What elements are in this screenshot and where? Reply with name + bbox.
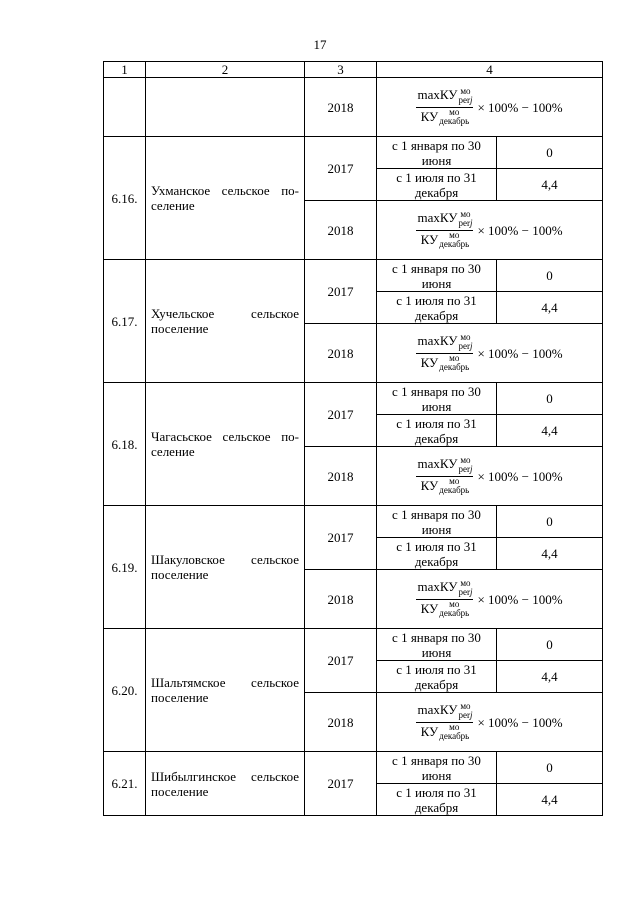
table-body — [104, 62, 603, 816]
period-cell: с 1 января по 30 июня — [377, 137, 497, 169]
header-col-1: 1 — [104, 62, 146, 78]
year-cell: 2017 — [305, 137, 377, 201]
formula-numerator: maxКУ мо perj — [416, 210, 473, 230]
header-col-4: 4 — [377, 62, 603, 78]
formula-cell — [377, 693, 603, 752]
value-cell: 0 — [497, 383, 603, 415]
row-number: 6.19. — [104, 506, 146, 629]
period-cell: с 1 июля по 31 декабря — [377, 784, 497, 816]
formula-tail: × 100% − 100% — [477, 468, 563, 484]
increase-formula — [416, 87, 562, 126]
continuation-row — [104, 78, 603, 137]
year-cell: 2017 — [305, 629, 377, 693]
formula-numerator: maxКУ мо perj — [416, 333, 473, 353]
formula-cell — [377, 447, 603, 506]
settlement-name: Ухманское сельское по-селение — [151, 183, 299, 213]
formula-fraction — [416, 210, 473, 249]
formula-tail: × 100% − 100% — [477, 591, 563, 607]
period-cell: с 1 июля по 31 декабря — [377, 169, 497, 201]
table-row — [104, 260, 603, 292]
formula-fraction — [416, 333, 473, 372]
value-cell: 4,4 — [497, 415, 603, 447]
formula-cell — [377, 78, 603, 137]
table-row — [104, 383, 603, 415]
period-cell: с 1 января по 30 июня — [377, 260, 497, 292]
value-cell: 4,4 — [497, 169, 603, 201]
period-cell: с 1 июля по 31 декабря — [377, 661, 497, 693]
table-row — [104, 629, 603, 661]
formula-cell — [377, 201, 603, 260]
settlement-name-cell — [146, 260, 305, 383]
period-cell: с 1 января по 30 июня — [377, 752, 497, 784]
formula-denominator: КУ мо декабрь — [420, 598, 470, 618]
formula-fraction — [416, 702, 473, 741]
table-row — [104, 506, 603, 538]
formula-cell — [377, 324, 603, 383]
formula-cell — [377, 570, 603, 629]
settlement-name-cell — [146, 383, 305, 506]
formula-numerator: maxКУ мо perj — [416, 702, 473, 722]
value-cell: 0 — [497, 506, 603, 538]
increase-formula — [416, 210, 562, 249]
settlement-name: Шальтямское сельское поселение — [151, 675, 299, 705]
formula-fraction — [416, 87, 473, 126]
period-cell: с 1 июля по 31 декабря — [377, 292, 497, 324]
formula-fraction — [416, 456, 473, 495]
value-cell: 4,4 — [497, 784, 603, 816]
value-cell: 4,4 — [497, 538, 603, 570]
continuation-name-cell — [146, 78, 305, 137]
formula-fraction — [416, 579, 473, 618]
year-cell: 2018 — [305, 78, 377, 137]
formula-denominator: КУ мо декабрь — [420, 721, 470, 741]
formula-denominator: КУ мо декабрь — [420, 229, 470, 249]
formula-denominator: КУ мо декабрь — [420, 106, 470, 126]
row-number: 6.16. — [104, 137, 146, 260]
page-number: 17 — [313, 37, 327, 52]
settlement-name-cell — [146, 506, 305, 629]
year-cell: 2018 — [305, 324, 377, 383]
year-cell: 2018 — [305, 447, 377, 506]
value-cell: 4,4 — [497, 661, 603, 693]
value-cell: 0 — [497, 260, 603, 292]
table-row — [104, 752, 603, 784]
formula-numerator: maxКУ мо perj — [416, 579, 473, 599]
year-cell: 2017 — [305, 752, 377, 816]
formula-numerator: maxКУ мо perj — [416, 456, 473, 476]
formula-tail: × 100% − 100% — [477, 99, 563, 115]
value-cell: 4,4 — [497, 292, 603, 324]
formula-tail: × 100% − 100% — [477, 345, 563, 361]
formula-tail: × 100% − 100% — [477, 222, 563, 238]
header-col-2: 2 — [146, 62, 305, 78]
row-number: 6.20. — [104, 629, 146, 752]
table-row — [104, 137, 603, 169]
year-cell: 2017 — [305, 506, 377, 570]
settlement-name-cell — [146, 629, 305, 752]
value-cell: 0 — [497, 137, 603, 169]
period-cell: с 1 января по 30 июня — [377, 629, 497, 661]
increase-formula — [416, 579, 562, 618]
formula-tail: × 100% − 100% — [477, 714, 563, 730]
header-col-3: 3 — [305, 62, 377, 78]
increase-formula — [416, 456, 562, 495]
value-cell: 0 — [497, 752, 603, 784]
settlement-name: Хучельское сельское поселение — [151, 306, 299, 336]
period-cell: с 1 июля по 31 декабря — [377, 538, 497, 570]
year-cell: 2018 — [305, 570, 377, 629]
settlement-name: Шакуловское сельское поселение — [151, 552, 299, 582]
period-cell: с 1 января по 30 июня — [377, 383, 497, 415]
formula-numerator: maxКУ мо perj — [416, 87, 473, 107]
tariff-table — [103, 61, 603, 816]
year-cell: 2018 — [305, 201, 377, 260]
settlement-name: Шибылгинское сельское поселение — [151, 768, 299, 799]
value-cell: 0 — [497, 629, 603, 661]
settlement-name: Чагасьское сельское по-селение — [151, 429, 299, 459]
row-number: 6.18. — [104, 383, 146, 506]
continuation-number-cell — [104, 78, 146, 137]
formula-denominator: КУ мо декабрь — [420, 475, 470, 495]
period-cell: с 1 января по 30 июня — [377, 506, 497, 538]
row-number: 6.21. — [104, 752, 146, 816]
year-cell: 2017 — [305, 260, 377, 324]
formula-denominator: КУ мо декабрь — [420, 352, 470, 372]
year-cell: 2018 — [305, 693, 377, 752]
increase-formula — [416, 702, 562, 741]
settlement-name-cell — [146, 137, 305, 260]
increase-formula — [416, 333, 562, 372]
period-cell: с 1 июля по 31 декабря — [377, 415, 497, 447]
row-number: 6.17. — [104, 260, 146, 383]
header-row — [104, 62, 603, 78]
year-cell: 2017 — [305, 383, 377, 447]
settlement-name-cell — [146, 752, 305, 816]
